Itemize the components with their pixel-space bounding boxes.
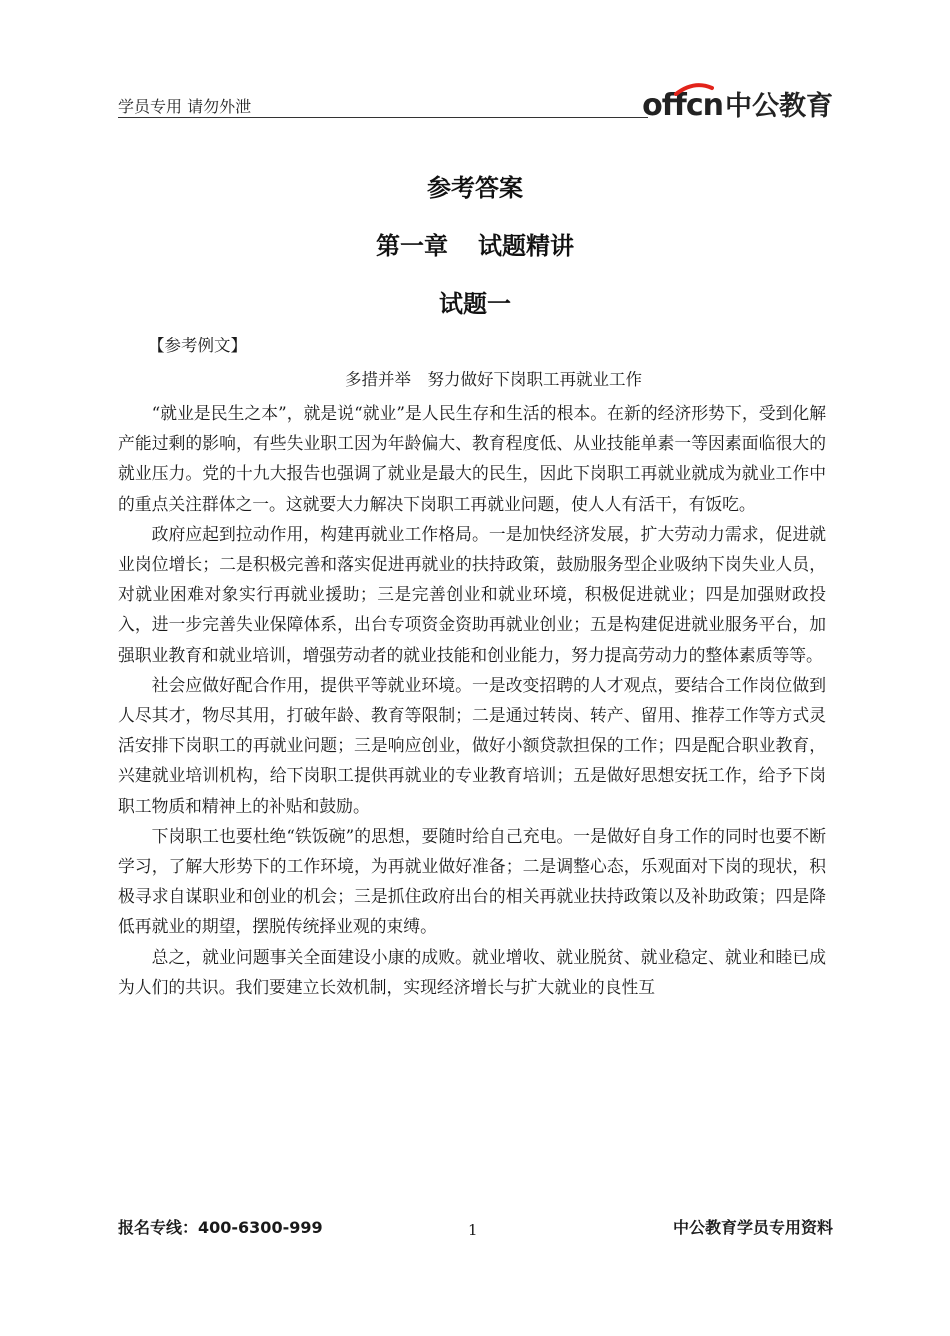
- page-title: 参考答案: [427, 174, 523, 202]
- hotline: 报名专线：400-6300-999: [118, 1218, 323, 1237]
- question-heading: 试题一: [439, 290, 511, 318]
- paragraph: 下岗职工也要杜绝“铁饭碗”的思想，要随时给自己充电。一是做好自身工作的同时也要不断学习，了解大形势下的工作环境，为再就业做好准备；二是调整心态，乐观面对下岗的现状，积极寻求自谋职业和创业的机会；三是抓住政府出台的相关再就业扶持政策以及补助政策；四是降低再就业的期望，摆脱传统择业观的束缚。: [118, 825, 826, 937]
- footer-brand-note: 中公教育学员专用资料: [672, 1218, 833, 1237]
- chapter-name: 试题精讲: [478, 232, 574, 260]
- sample-essay-label: 【参考例文】: [148, 336, 247, 355]
- logo-wordmark: [642, 88, 723, 123]
- header-divider: [118, 117, 648, 118]
- paragraph: “就业是民生之本”，就是说“就业”是人民生存和生活的根本。在新的经济形势下，受到化解产能过剩的影响，有些失业职工因为年龄偏大、教育程度低、从业技能单素一等因素面临很大的就业压力。党的十九大报告也强调了就业是最大的民生，因此下岗职工再就业就成为就业工作中的重点关注群体之一。这就要大力解决下岗职工再就业问题，使人人有活干，有饭吃。: [118, 403, 826, 514]
- chapter-heading: [0, 226, 950, 261]
- paragraph: 社会应做好配合作用，提供平等就业环境。一是改变招聘的人才观点，要结合工作岗位做到人尽其才，物尽其用，打破年龄、教育等限制；二是通过转岗、转产、留用、推荐工作等方式灵活安排下岗职工的再就业问题；三是响应创业，做好小额贷款担保的工作；四是配合职业教育，兴建就业培训机构，给下岗职工提供再就业的专业教育培训；五是做好思想安抚工作，给予下岗职工物质和精神上的补贴和鼓励。: [118, 674, 826, 816]
- chapter-number: 第一章: [376, 232, 448, 260]
- paragraph: 政府应起到拉动作用，构建再就业工作格局。一是加快经济发展，扩大劳动力需求，促进就业岗位增长；二是积极完善和落实促进再就业的扶持政策，鼓励服务型企业吸纳下岗失业人员，对就业困难对象实行再就业援助；三是完善创业和就业环境，积极促进就业；四是加强财政投入，进一步完善失业保障体系，出台专项资金资助再就业创业；五是构建促进就业服务平台，加强职业教育和就业培训，增强劳动者的就业技能和创业能力，努力提高劳动力的整体素质等等。: [118, 523, 826, 665]
- paragraph: 总之，就业问题事关全面建设小康的成败。就业增收、就业脱贫、就业稳定、就业和睦已成为人们的共识。我们要建立长效机制，实现经济增长与扩大就业的良性互: [118, 946, 826, 997]
- logo-swoosh-icon: [674, 82, 714, 96]
- page-number: 1: [468, 1221, 478, 1239]
- confidential-note: 学员专用 请勿外泄: [118, 97, 252, 116]
- logo-en-text: offcn: [642, 88, 723, 123]
- page-footer: [118, 1215, 833, 1245]
- page-header: [118, 88, 833, 123]
- essay-body: [118, 398, 826, 1002]
- offcn-logo: [642, 84, 833, 123]
- logo-cn-text: 中公教育: [725, 91, 833, 122]
- essay-title: 多措并举 努力做好下岗职工再就业工作: [345, 370, 642, 389]
